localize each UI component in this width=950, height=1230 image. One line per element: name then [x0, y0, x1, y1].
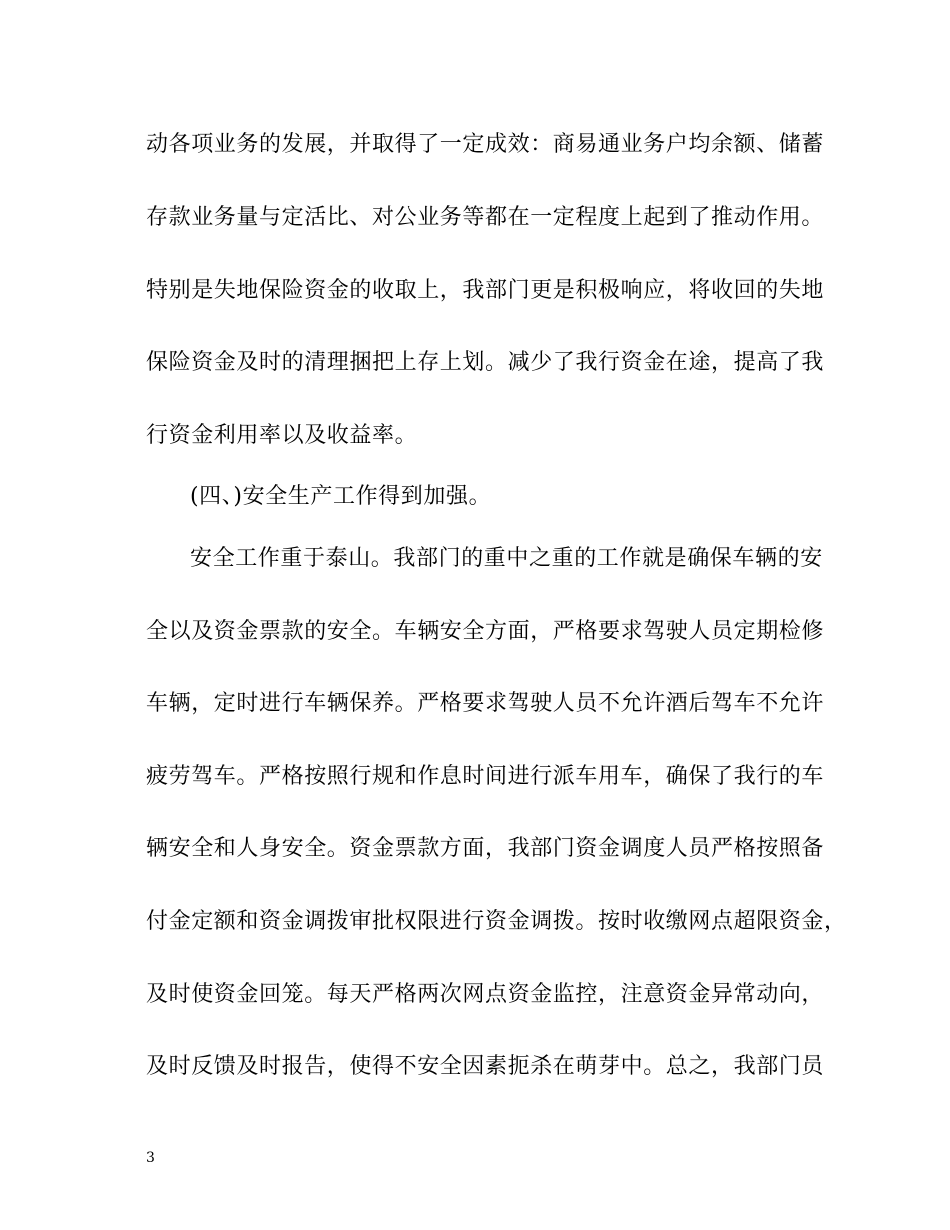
body-text-line: 及时使资金回笼。每天严格两次网点资金监控，注意资金异常动向， — [146, 982, 825, 1007]
body-text-line: 动各项业务的发展，并取得了一定成效：商易通业务户均余额、储蓄 — [146, 132, 825, 157]
body-text-line: 车辆，定时进行车辆保养。严格要求驾驶人员不允许酒后驾车不允许 — [146, 691, 825, 716]
section-heading: (四、)安全生产工作得到加强。 — [190, 484, 492, 509]
body-text-line: 特别是失地保险资金的收取上，我部门更是积极响应，将收回的失地 — [146, 278, 825, 303]
body-text-line: 存款业务量与定活比、对公业务等都在一定程度上起到了推动作用。 — [146, 205, 825, 230]
page-number: 3 — [146, 1150, 155, 1166]
body-text-line: 付金定额和资金调拨审批权限进行资金调拨。按时收缴网点超限资金， — [146, 909, 847, 934]
body-text-line: 行资金利用率以及收益率。 — [146, 423, 418, 448]
body-text-line: 及时反馈及时报告，使得不安全因素扼杀在萌芽中。总之，我部门员 — [146, 1054, 825, 1079]
body-text-line: 全以及资金票款的安全。车辆安全方面，严格要求驾驶人员定期检修 — [146, 619, 825, 644]
body-text-line: 辆安全和人身安全。资金票款方面，我部门资金调度人员严格按照备 — [146, 836, 825, 861]
body-text-line: 保险资金及时的清理捆把上存上划。减少了我行资金在途，提高了我 — [146, 350, 825, 375]
body-text-line: 疲劳驾车。严格按照行规和作息时间进行派车用车，确保了我行的车 — [146, 764, 825, 789]
body-text-line: 安全工作重于泰山。我部门的重中之重的工作就是确保车辆的安 — [190, 546, 823, 571]
